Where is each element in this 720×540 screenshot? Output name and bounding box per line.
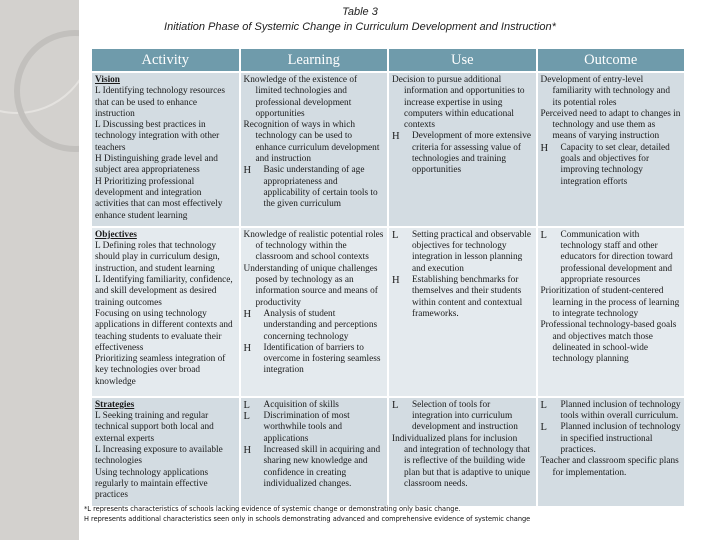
outcome-cell xyxy=(538,398,685,506)
column-header-use: Use xyxy=(389,49,536,71)
outcome-cell xyxy=(538,73,685,226)
item-text: Teacher and classroom specific plans for implementation. xyxy=(540,456,679,478)
item-text: Basic understanding of age appropriateness and applicability of certain tools to the given curriculum xyxy=(263,165,378,210)
learning-item xyxy=(244,343,385,377)
use-item xyxy=(392,230,533,275)
item-text: Professional technology-based goals and objectives match those delineated in school-wide technology planning xyxy=(540,320,677,365)
activity-heading: Vision xyxy=(95,75,120,85)
decorative-side-strip xyxy=(0,0,79,540)
outcome-item xyxy=(541,422,682,456)
item-text: Knowledge of the existence of limited technologies and professional development opportunities xyxy=(243,75,358,119)
use-item xyxy=(392,75,533,131)
level-marker: L xyxy=(540,229,547,241)
activity-line: Prioritizing seamless integration of key technologies over broad knowledge xyxy=(95,354,226,387)
learning-cell xyxy=(241,228,388,396)
item-text: Selection of tools for integration into curriculum development and instruction xyxy=(412,399,518,433)
activity-cell xyxy=(92,398,239,506)
use-item xyxy=(392,400,533,434)
item-text: Communication with technology staff and other educators for direction toward professional development and appropriate resources xyxy=(560,229,673,286)
item-text: Recognition of ways in which technology can be used to enhance curriculum development and instruction xyxy=(243,120,380,165)
outcome-item xyxy=(541,456,682,479)
activity-line: L Seeking training and regular technical support both local and external experts xyxy=(95,411,214,444)
activity-line: L Discussing best practices in technology integration with other teachers xyxy=(95,120,220,153)
use-item xyxy=(392,275,533,320)
level-marker: H xyxy=(243,165,252,177)
activity-cell xyxy=(92,73,239,226)
level-marker: L xyxy=(540,399,547,411)
activity-line: H Prioritizing professional development and integration activities that can most effectively enhance student learning xyxy=(95,176,223,221)
table-title: Initiation Phase of Systemic Change in Curriculum Development and Instruction* xyxy=(164,21,556,33)
level-marker: L xyxy=(540,422,547,434)
header-row xyxy=(92,49,684,71)
footnote-h: H represents additional characteristics seen only in schools demonstrating advanced and comprehensive evidence of systemic change xyxy=(84,515,531,523)
item-text: Development of entry-level familiarity with technology and its potential roles xyxy=(540,75,670,108)
item-text: Decision to pursue additional information and opportunities to increase expertise in using computers within educational contexts xyxy=(392,75,525,131)
level-marker: H xyxy=(243,308,252,320)
learning-item xyxy=(244,411,385,445)
level-marker: H xyxy=(243,445,252,457)
outcome-item xyxy=(541,143,682,188)
table-row xyxy=(92,228,684,396)
activity-line: L Identifying technology resources that can be used to enhance instruction xyxy=(95,86,226,119)
outcome-item xyxy=(541,320,682,365)
learning-cell xyxy=(241,398,388,506)
item-text: Capacity to set clear, detailed goals and objectives for improving technology integration efforts xyxy=(560,142,670,187)
outcome-cell xyxy=(538,228,685,396)
learning-item xyxy=(244,120,385,165)
learning-item xyxy=(244,400,385,411)
table-row xyxy=(92,73,684,226)
table-number: Table 3 xyxy=(342,6,378,18)
activity-line: L Increasing exposure to available technologies xyxy=(95,445,223,467)
item-text: Planned inclusion of technology in specified instructional practices. xyxy=(560,422,681,456)
activity-line: Using technology applications regularly to maintain effective practices xyxy=(95,467,209,501)
level-marker: L xyxy=(392,399,399,411)
outcome-item xyxy=(541,400,682,423)
item-text: Individualized plans for inclusion and integration of technology that is reflective of the building wide plan but that is adaptive to unique classroom needs. xyxy=(392,433,530,489)
item-text: Planned inclusion of technology tools within overall curriculum. xyxy=(560,399,681,422)
learning-item xyxy=(244,445,385,490)
use-item xyxy=(392,131,533,176)
footnote-l: *L represents characteristics of schools lacking evidence of systemic change or demonstrating only basic change. xyxy=(84,505,461,513)
outcome-item xyxy=(541,286,682,320)
learning-item xyxy=(244,309,385,343)
item-text: Establishing benchmarks for themselves and their students within content and contextual frameworks. xyxy=(412,275,523,319)
outcome-item xyxy=(541,230,682,286)
activity-line: Focusing on using technology applications in different contexts and teaching students to evaluate their effectiveness xyxy=(95,308,233,353)
use-cell xyxy=(389,228,536,396)
level-marker: H xyxy=(392,275,400,287)
column-header-learning: Learning xyxy=(241,49,388,71)
learning-item xyxy=(244,264,385,309)
learning-cell xyxy=(241,73,388,226)
item-text: Identification of barriers to overcome in fostering seamless integration xyxy=(263,342,381,376)
table-row xyxy=(92,398,684,506)
level-marker: H xyxy=(243,342,252,354)
use-item xyxy=(392,434,533,490)
item-text: Prioritization of student-centered learning in the process of learning to integrate technology xyxy=(540,286,680,319)
level-marker: L xyxy=(392,229,399,241)
item-text: Perceived need to adapt to changes in technology and use them as means of varying instruction xyxy=(540,108,681,142)
activity-line: H Distinguishing grade level and subject area appropriateness xyxy=(95,154,218,176)
learning-item xyxy=(244,230,385,264)
item-text: Development of more extensive criteria for assessing value of technologies and training opportunities xyxy=(412,131,532,176)
learning-item xyxy=(244,165,385,210)
activity-heading: Objectives xyxy=(95,229,137,240)
activity-line: L Identifying familiarity, confidence, and skill development as desired training outcomes xyxy=(95,275,233,308)
level-marker: H xyxy=(540,142,549,154)
activity-heading: Strategies xyxy=(95,399,135,410)
systemic-change-table xyxy=(90,47,686,508)
level-marker: H xyxy=(392,131,400,143)
item-text: Increased skill in acquiring and sharing new knowledge and confidence in creating individualized changes. xyxy=(263,445,381,489)
activity-cell xyxy=(92,228,239,396)
item-text: Analysis of student understanding and perceptions concerning technology xyxy=(263,308,378,342)
level-marker: L xyxy=(243,399,250,411)
item-text: Knowledge of realistic potential roles of technology within the classroom and school contexts xyxy=(243,229,384,263)
outcome-item xyxy=(541,109,682,143)
activity-line: L Defining roles that technology should play in curriculum design, instruction, and student learning xyxy=(95,241,220,274)
use-cell xyxy=(389,73,536,226)
learning-item xyxy=(244,75,385,120)
column-header-activity: Activity xyxy=(92,49,239,71)
outcome-item xyxy=(541,75,682,109)
item-text: Setting practical and observable objectives for technology integration in lesson planning and execution xyxy=(412,229,532,274)
item-text: Discrimination of most worthwhile tools and applications xyxy=(263,411,350,444)
level-marker: L xyxy=(243,411,250,423)
column-header-outcome: Outcome xyxy=(538,49,685,71)
item-text: Understanding of unique challenges posed by technology as an information source and means of productivity xyxy=(243,263,378,308)
use-cell xyxy=(389,398,536,506)
item-text: Acquisition of skills xyxy=(263,399,339,410)
